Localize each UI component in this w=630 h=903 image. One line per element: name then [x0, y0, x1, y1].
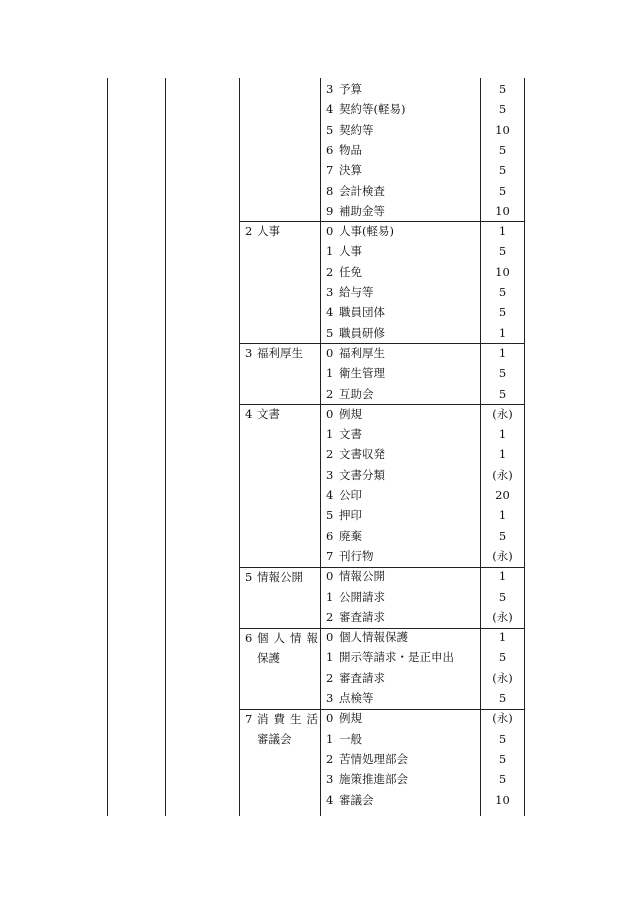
item-code: 3	[326, 285, 334, 299]
retention-years: (永)	[492, 467, 513, 482]
item-code: 1	[326, 366, 334, 381]
mid-code: 6	[245, 631, 253, 645]
item-code: 3	[326, 82, 334, 96]
retention-years: 1	[498, 508, 507, 523]
item-name: 契約等	[339, 122, 374, 137]
table-row	[0, 323, 630, 343]
table-row	[0, 465, 630, 485]
item-code: 5	[326, 508, 334, 523]
item-name: 人事	[339, 244, 362, 259]
table-row	[0, 587, 630, 607]
retention-years: 5	[498, 751, 507, 766]
item-code: 2	[326, 447, 334, 462]
table-row	[0, 181, 630, 201]
table-row	[0, 749, 630, 769]
retention-years: 5	[498, 650, 507, 665]
retention-years: 5	[498, 244, 507, 259]
item-name: 個人情報保護	[339, 630, 408, 645]
item-code: 7	[326, 548, 334, 563]
mid-name: 人事	[257, 224, 280, 238]
item-code: 4	[326, 488, 334, 502]
item-name: 刊行物	[339, 548, 374, 563]
mid-name-line2: 保護	[257, 651, 280, 666]
retention-years: 10	[495, 792, 510, 807]
retention-years: 5	[498, 82, 507, 96]
item-code: 0	[326, 630, 334, 645]
mid-name: 情報公開	[257, 570, 303, 584]
item-name: 互助会	[339, 386, 374, 401]
table-row	[0, 343, 630, 363]
item-name: 廃棄	[339, 528, 362, 543]
mid-code: 2	[245, 224, 253, 238]
item-name: 苦情処理部会	[339, 751, 408, 766]
retention-years: 5	[498, 589, 507, 604]
table-row	[0, 708, 630, 728]
mid-name-line2: 審議会	[257, 732, 292, 747]
retention-years: 10	[495, 122, 510, 137]
item-name: 福利厚生	[339, 345, 385, 360]
retention-years: 5	[498, 305, 507, 320]
item-name: 公開請求	[339, 589, 385, 604]
table-row	[0, 282, 630, 302]
item-name: 公印	[339, 488, 362, 502]
retention-years: 5	[498, 142, 507, 157]
retention-years: 5	[498, 183, 507, 198]
retention-years: 1	[498, 447, 507, 462]
item-code: 4	[326, 305, 334, 320]
item-code: 7	[326, 163, 334, 178]
mid-code: 5	[245, 570, 253, 584]
table-row	[0, 505, 630, 525]
item-code: 0	[326, 345, 334, 360]
item-code: 0	[326, 224, 334, 239]
table-row	[0, 241, 630, 261]
table-row	[0, 160, 630, 180]
mid-name: 福利厚生	[257, 346, 303, 360]
table-row	[0, 668, 630, 688]
item-code: 0	[326, 569, 334, 584]
retention-years: 10	[495, 203, 510, 218]
item-name: 文書分類	[339, 467, 385, 482]
item-code: 2	[326, 386, 334, 401]
table-row	[0, 688, 630, 708]
retention-years: 1	[498, 325, 507, 340]
item-name: 文書	[339, 427, 362, 442]
retention-years: (永)	[492, 670, 513, 685]
table-row	[0, 120, 630, 140]
item-code: 2	[326, 670, 334, 685]
item-code: 6	[326, 528, 334, 543]
item-code: 1	[326, 650, 334, 665]
item-name: 予算	[339, 82, 362, 96]
item-code: 3	[326, 772, 334, 787]
item-name: 審議会	[339, 792, 374, 807]
table-row	[0, 566, 630, 586]
item-code: 1	[326, 244, 334, 259]
table-row	[0, 627, 630, 647]
retention-years: 5	[498, 528, 507, 543]
table-row	[0, 99, 630, 119]
item-name: 例規	[339, 406, 362, 421]
retention-years: 5	[498, 772, 507, 787]
table-row	[0, 221, 630, 241]
table-row	[0, 363, 630, 383]
item-name: 例規	[339, 711, 362, 726]
table-row	[0, 79, 630, 99]
item-code: 6	[326, 142, 334, 157]
retention-years: 1	[498, 427, 507, 442]
retention-years: 1	[498, 345, 507, 360]
item-name: 押印	[339, 508, 362, 523]
retention-years: 5	[498, 731, 507, 746]
table-row	[0, 526, 630, 546]
item-name: 審査請求	[339, 670, 385, 685]
retention-years: 5	[498, 386, 507, 401]
item-code: 2	[326, 264, 334, 279]
item-name: 衛生管理	[339, 366, 385, 381]
item-name: 給与等	[339, 285, 374, 299]
item-code: 2	[326, 751, 334, 766]
retention-years: 5	[498, 285, 507, 299]
item-name: 審査請求	[339, 609, 385, 624]
item-name: 人事(軽易)	[339, 224, 394, 239]
retention-years: 10	[495, 264, 510, 279]
item-code: 0	[326, 406, 334, 421]
retention-years: (永)	[492, 609, 513, 624]
item-code: 4	[326, 792, 334, 807]
table-row	[0, 262, 630, 282]
item-name: 契約等(軽易)	[339, 102, 406, 117]
retention-years: 5	[498, 163, 507, 178]
item-name: 職員団体	[339, 305, 385, 320]
item-name: 物品	[339, 142, 362, 157]
retention-years: 5	[498, 691, 507, 705]
retention-years: 5	[498, 366, 507, 381]
table-row	[0, 384, 630, 404]
table-row	[0, 201, 630, 221]
item-name: 施策推進部会	[339, 772, 408, 787]
mid-code: 3	[245, 346, 253, 360]
table-row	[0, 790, 630, 810]
item-code: 4	[326, 102, 334, 117]
item-name: 決算	[339, 163, 362, 178]
table-row	[0, 729, 630, 749]
table-row	[0, 424, 630, 444]
item-name: 一般	[339, 731, 362, 746]
item-name: 点検等	[339, 691, 374, 705]
table-row	[0, 607, 630, 627]
table-row	[0, 546, 630, 566]
item-code: 0	[326, 711, 334, 726]
item-code: 5	[326, 325, 334, 340]
mid-name-line1: 消 費 生 活	[257, 712, 318, 726]
retention-years: 1	[498, 569, 507, 584]
table-row	[0, 485, 630, 505]
retention-years: (永)	[492, 711, 513, 726]
item-code: 3	[326, 691, 334, 705]
table-row	[0, 404, 630, 424]
retention-years: 1	[498, 224, 507, 239]
mid-name: 文書	[257, 407, 280, 421]
retention-years: 20	[495, 488, 510, 502]
item-code: 3	[326, 467, 334, 482]
item-code: 1	[326, 427, 334, 442]
retention-years: 5	[498, 102, 507, 117]
item-name: 文書収発	[339, 447, 385, 462]
table-row	[0, 444, 630, 464]
item-name: 開示等請求・是正申出	[339, 650, 454, 665]
item-code: 1	[326, 731, 334, 746]
item-code: 8	[326, 183, 334, 198]
item-code: 9	[326, 203, 334, 218]
retention-years: (永)	[492, 406, 513, 421]
mid-code: 4	[245, 407, 253, 421]
item-name: 任免	[339, 264, 362, 279]
retention-years: (永)	[492, 548, 513, 563]
table-row	[0, 769, 630, 789]
table-row	[0, 140, 630, 160]
item-name: 会計検査	[339, 183, 385, 198]
mid-code: 7	[245, 712, 253, 726]
item-code: 5	[326, 122, 334, 137]
mid-name-line1: 個 人 情 報	[257, 631, 318, 645]
item-name: 職員研修	[339, 325, 385, 340]
item-name: 補助金等	[339, 203, 385, 218]
table-row	[0, 302, 630, 322]
item-name: 情報公開	[339, 569, 385, 584]
item-code: 1	[326, 589, 334, 604]
retention-years: 1	[498, 630, 507, 645]
table-row	[0, 647, 630, 667]
item-code: 2	[326, 609, 334, 624]
